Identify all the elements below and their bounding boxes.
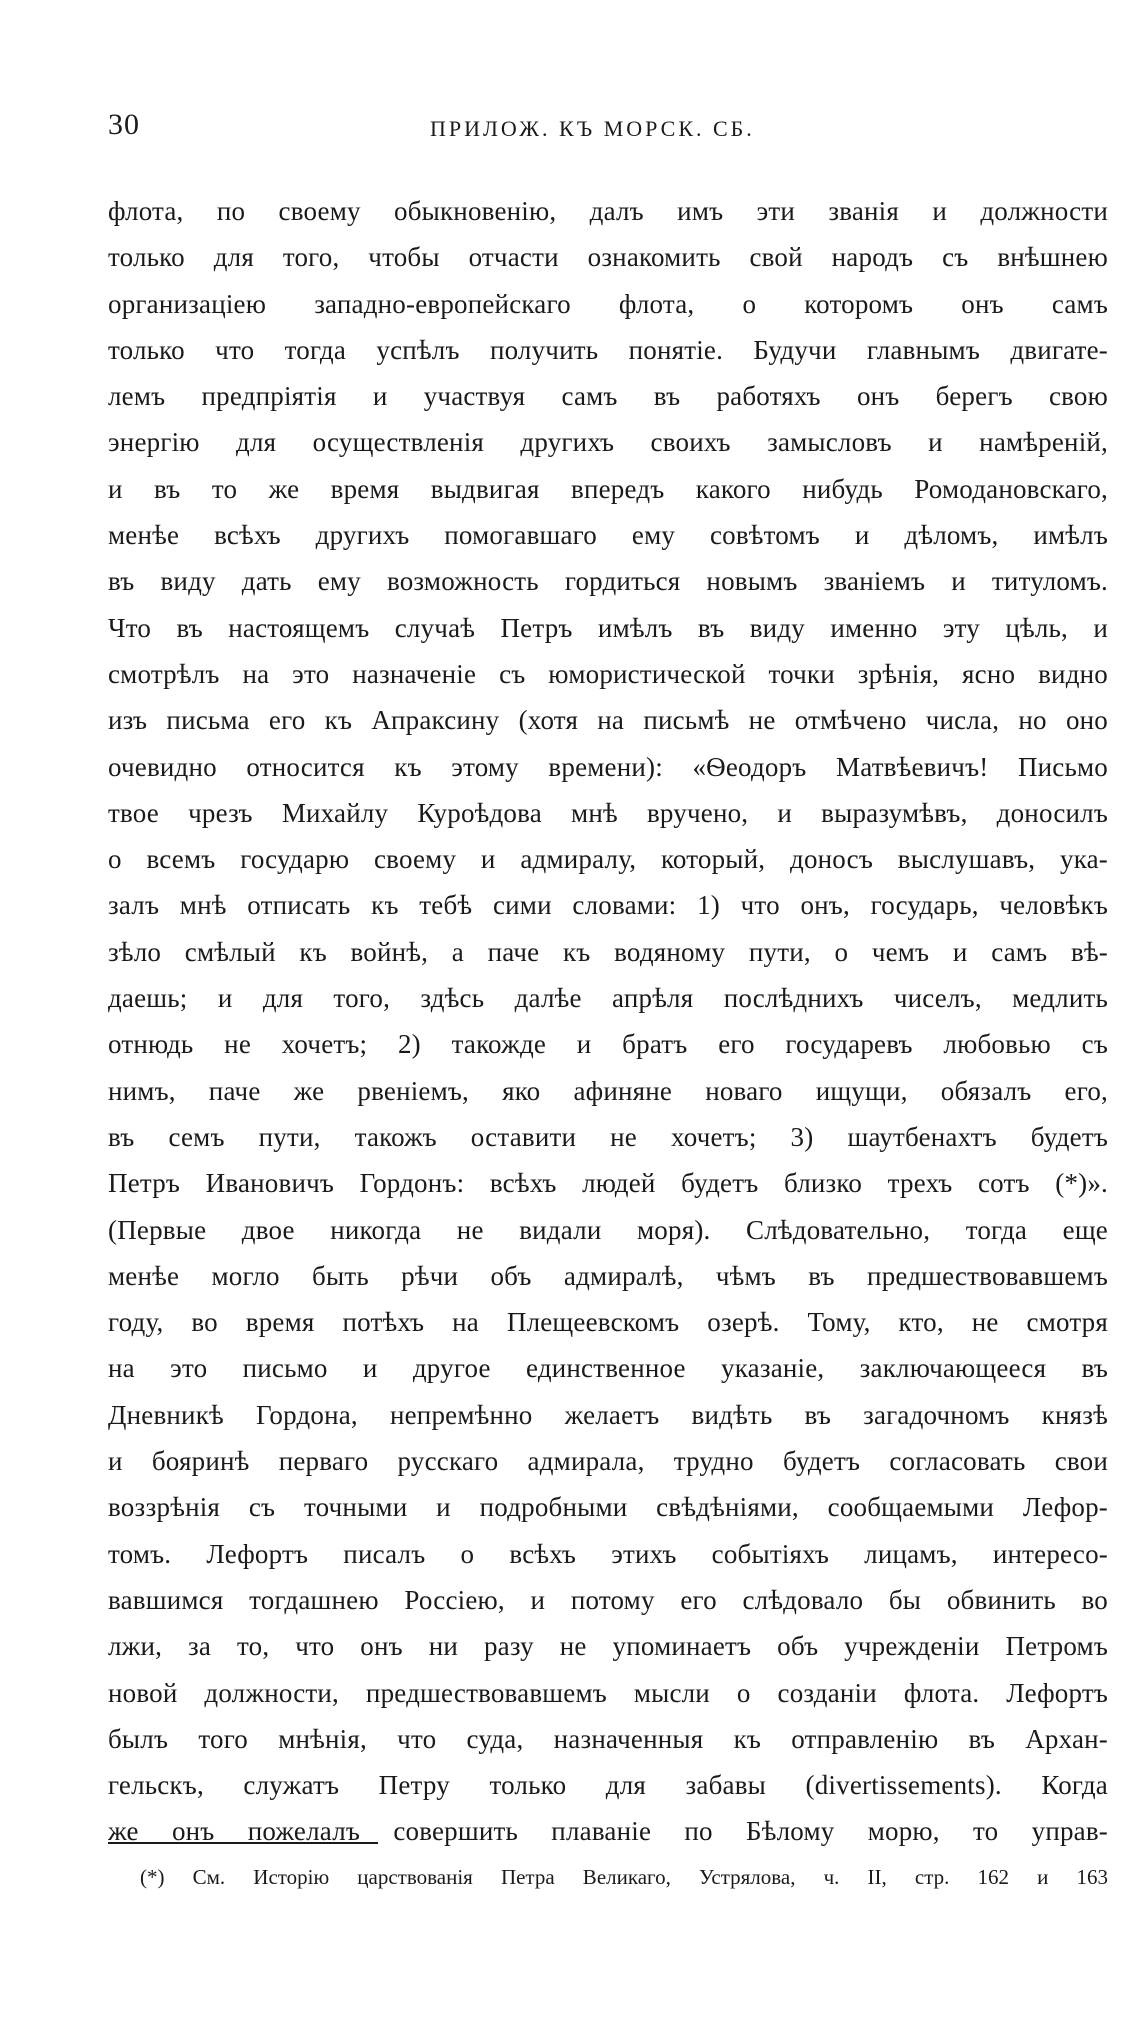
- text-line: только что тогда успѣлъ получить понятіе. Будучи главнымъ двигате-: [108, 334, 1108, 365]
- text-line: лемъ предпріятія и участвуя самъ въ работяхъ онъ берегъ свою: [108, 381, 1108, 412]
- text-line: гельскъ, служатъ Петру только для забавы (divertissements). Когда: [108, 1770, 1108, 1801]
- text-line: изъ письма его къ Апраксину (хотя на письмѣ не отмѣчено числа, но оно: [108, 705, 1108, 736]
- text-line: на это письмо и другое единственное указаніе, заключающееся въ: [108, 1353, 1108, 1384]
- text-line: зѣло смѣлый къ войнѣ, а паче къ водяному пути, о чемъ и самъ вѣ-: [108, 936, 1108, 967]
- text-line: энергію для осуществленія другихъ своихъ замысловъ и намѣреній,: [108, 427, 1108, 458]
- text-line: (Первые двое никогда не видали моря). Слѣдовательно, тогда еще: [108, 1214, 1108, 1245]
- text-line: отнюдь не хочетъ; 2) такожде и братъ его государевъ любовью съ: [108, 1029, 1108, 1060]
- text-line: новой должности, предшествовавшемъ мысли о созданіи флота. Лефортъ: [108, 1677, 1108, 1708]
- text-line: былъ того мнѣнія, что суда, назначенныя къ отправленію въ Архан-: [108, 1723, 1108, 1754]
- body-text: [108, 188, 1108, 1855]
- footnote-divider: [108, 1842, 378, 1844]
- text-line: же онъ пожелалъ совершить плаваніе по Бѣлому морю, то управ-: [108, 1816, 1108, 1847]
- text-line: воззрѣнія съ точными и подробными свѣдѣніями, сообщаемыми Лефор-: [108, 1492, 1108, 1523]
- text-line: въ семъ пути, такожъ оставити не хочетъ; 3) шаутбенахтъ будетъ: [108, 1121, 1108, 1152]
- text-line: Петръ Ивановичъ Гордонъ: всѣхъ людей будетъ близко трехъ сотъ (*)».: [108, 1168, 1108, 1199]
- text-line: залъ мнѣ отписать къ тебѣ сими словами: 1) что онъ, государь, человѣкъ: [108, 890, 1108, 921]
- text-line: вавшимся тогдашнею Россіею, и потому его слѣдовало бы обвинить во: [108, 1584, 1108, 1615]
- text-line: очевидно относится къ этому времени): «Ѳеодоръ Матвѣевичъ! Письмо: [108, 751, 1108, 782]
- running-head: ПРИЛОЖ. КЪ МОРСК. СБ.: [430, 116, 755, 141]
- text-line: лжи, за то, что онъ ни разу не упоминаетъ объ учрежденіи Петромъ: [108, 1631, 1108, 1662]
- text-line: и въ то же время выдвигая впередъ какого нибудь Ромодановскаго,: [108, 473, 1108, 504]
- text-line: организаціею западно-европейскаго флота, о которомъ онъ самъ: [108, 288, 1108, 319]
- text-line: и бояринѣ перваго русскаго адмирала, трудно будетъ согласовать свои: [108, 1446, 1108, 1477]
- text-line: только для того, чтобы отчасти ознакомить свой народъ съ внѣшнею: [108, 242, 1108, 273]
- text-line: менѣе всѣхъ другихъ помогавшаго ему совѣтомъ и дѣломъ, имѣлъ: [108, 520, 1108, 551]
- text-line: твое чрезъ Михайлу Куроѣдова мнѣ вручено, и выразумѣвъ, доносилъ: [108, 797, 1108, 828]
- text-line: томъ. Лефортъ писалъ о всѣхъ этихъ событіяхъ лицамъ, интересо-: [108, 1538, 1108, 1569]
- page-number: 30: [108, 108, 140, 141]
- text-line: Дневникѣ Гордона, непремѣнно желаетъ видѣть въ загадочномъ князѣ: [108, 1399, 1108, 1430]
- text-line: флота, по своему обыкновенію, далъ имъ эти званія и должности: [108, 196, 1108, 226]
- text-line: въ виду дать ему возможность гордиться новымъ званіемъ и титуломъ.: [108, 566, 1108, 597]
- text-line: даешь; и для того, здѣсь далѣе апрѣля послѣднихъ чиселъ, медлить: [108, 983, 1108, 1014]
- text-line: Что въ настоящемъ случаѣ Петръ имѣлъ въ виду именно эту цѣль, и: [108, 612, 1108, 643]
- footnote: (*) См. Исторію царствованія Петра Великаго, Устрялова, ч. II, стр. 162 и 163: [140, 1865, 1108, 1889]
- text-line: году, во время потѣхъ на Плещеевскомъ озерѣ. Тому, кто, не смотря: [108, 1307, 1108, 1338]
- text-line: нимъ, паче же рвеніемъ, яко афиняне новаго ищущи, обязалъ его,: [108, 1075, 1108, 1106]
- text-line: смотрѣлъ на это назначеніе съ юмористической точки зрѣнія, ясно видно: [108, 658, 1108, 689]
- text-line: менѣе могло быть рѣчи объ адмиралѣ, чѣмъ въ предшествовавшемъ: [108, 1260, 1108, 1291]
- text-line: о всемъ государю своему и адмиралу, который, доносъ выслушавъ, ука-: [108, 844, 1108, 875]
